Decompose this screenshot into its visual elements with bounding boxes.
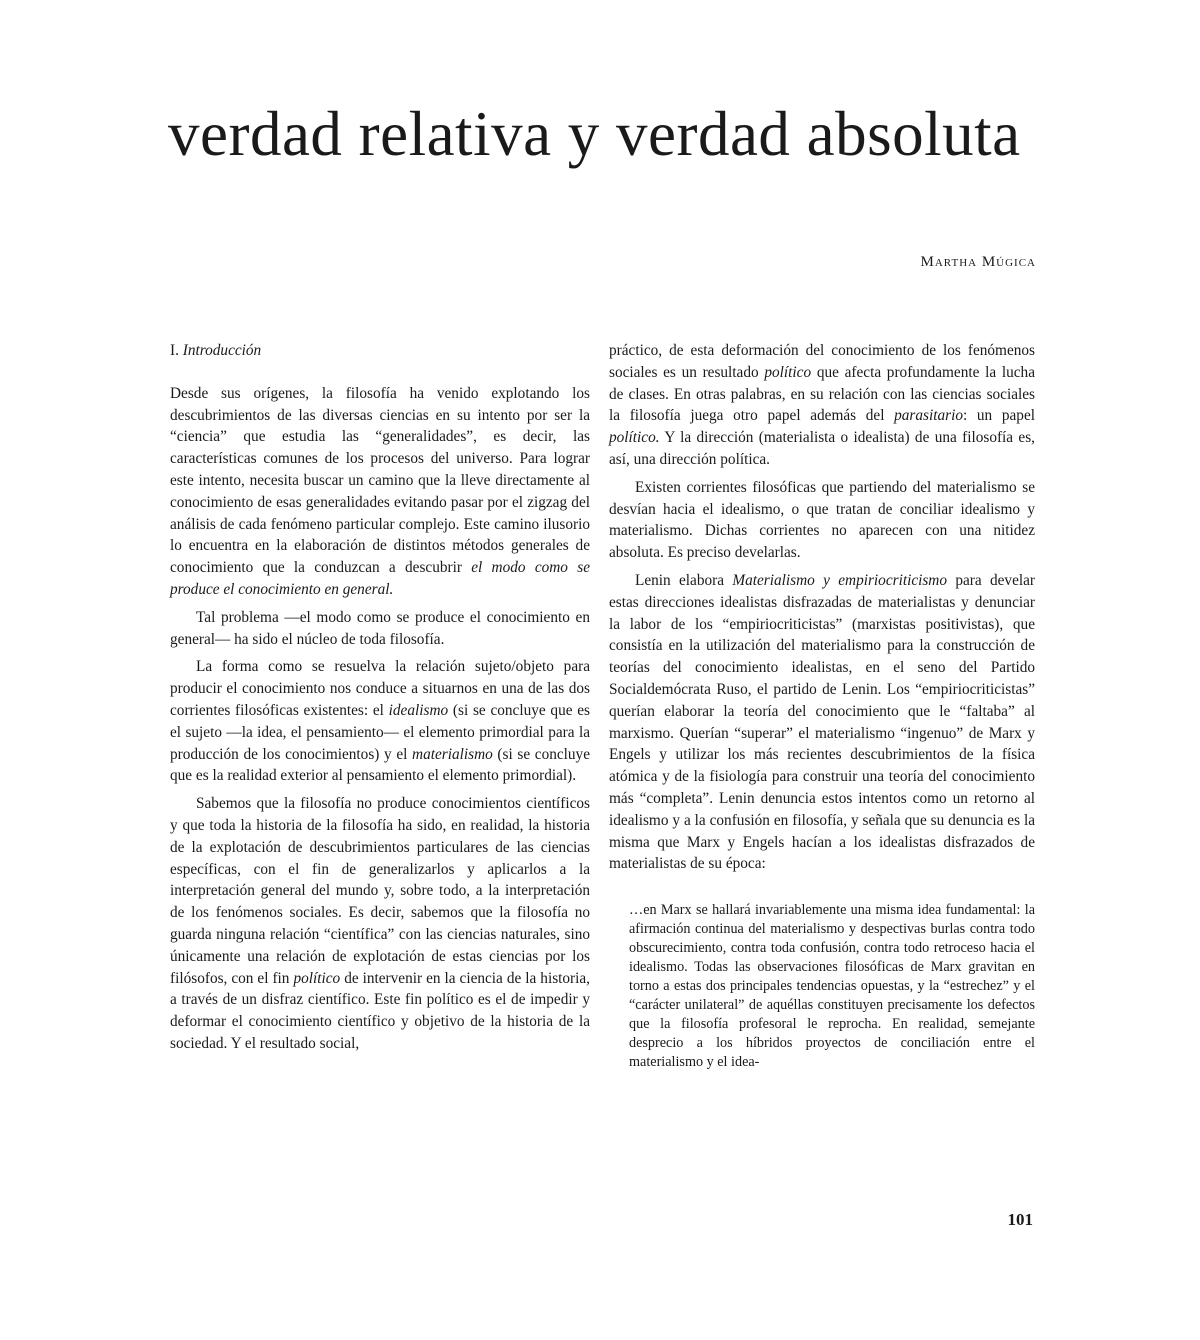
left-column [170, 340, 590, 1055]
section-number: I. [170, 342, 179, 359]
paragraph: Sabemos que la filosofía no produce conocimientos científicos y que toda la historia de la filosofía ha sido, en realidad, la historia de la explotación de descubrimientos particulares de las ciencias específicas, con el fin de generalizarlos y aplicarlos a la interpretación general del mundo y, sobre todo, a la interpretación de los fenómenos sociales. Es decir, sabemos que la filosofía no guarda ninguna relación “científica” con las ciencias naturales, sino únicamente una relación de explotación de estas ciencias por los filósofos, con el fin político de intervenir en la ciencia de la historia, a través de un disfraz científico. Este fin político es el de impedir y deformar el conocimiento científico y objetivo de la historia de la sociedad. Y el resultado social, [170, 795, 590, 1052]
paragraph: Tal problema —el modo como se produce el conocimiento en general— ha sido el núcleo de toda filosofía. [170, 608, 590, 648]
paragraph: Existen corrientes filosóficas que partiendo del materialismo se desvían hacia el idealismo, o que tratan de conciliar idealismo y materialismo. Dichas corrientes no aparecen con una nitidez absoluta. Es preciso develarlas. [609, 478, 1035, 562]
right-column [609, 340, 1035, 1072]
section-heading [170, 340, 590, 362]
section-title: Introducción [182, 342, 262, 359]
paragraph: Desde sus orígenes, la filosofía ha venido explotando los descubrimientos de las diversas ciencias en su intento por ser la “ciencia” que estudia las “generalidades”, es decir, las características comunes de los procesos del universo. Para lograr este intento, necesita buscar un camino que la lleve directamente al conocimiento de esas generalidades evitando pasar por el zigzag del análisis de cada fenómeno particular complejo. Este camino ilusorio lo encuentra en la elaboración de distintos métodos generales de conocimiento que la conduzcan a descubrir el modo como se produce el conocimiento en general. [170, 384, 590, 598]
paragraph: práctico, de esta deformación del conocimiento de los fenómenos sociales es un resultado político que afecta profundamente la lucha de clases. En otras palabras, en su relación con las ciencias sociales la filosofía juega otro papel además del parasitario: un papel político. Y la dirección (materialista o idealista) de una filosofía es, así, una dirección política. [609, 342, 1035, 468]
page-number: 101 [1007, 1210, 1033, 1229]
paragraph: La forma como se resuelva la relación sujeto/objeto para producir el conocimiento nos conduce a situarnos en una de las dos corrientes filosóficas existentes: el idealismo (si se concluye que es el sujeto —la idea, el pensamiento— el elemento primordial para la producción de los conocimientos) y el materialismo (si se concluye que es la realidad exterior al pensamiento el elemento primordial). [170, 658, 591, 785]
author-name: Martha Múgica [920, 254, 1036, 270]
block-quote: …en Marx se hallará invariablemente una misma idea fundamental: la afirmación continua del materialismo y despectivas burlas contra todo obscurecimiento, contra toda confusión, contra todo retroceso hacia el idealismo. Todas las observaciones filosóficas de Marx gravitan en torno a estas dos principales tendencias opuestas, y la “estrechez” y el “carácter unilateral” de aquéllas constituyen precisamente los defectos que la filosofía profesoral le reprocha. En realidad, semejante desprecio a los híbridos proyectos de conciliación entre el materialismo y el idea- [629, 902, 1035, 1071]
paragraph: Lenin elabora Materialismo y empiriocriticismo para develar estas direcciones idealistas disfrazadas de materialistas y denunciar la labor de los “empiriocriticistas” (marxistas positivistas), que consistía en la utilización del materialismo para la construcción de teorías del conocimiento idealistas, en el seno del Partido Socialdemócrata Ruso, el partido de Lenin. Los “empiriocriticistas” querían elaborar la teoría del conocimiento que le “faltaba” al marxismo. Querían “superar” el materialismo “ingenuo” de Marx y Engels y utilizar los más recientes descubrimientos de la física atómica y de la fisiología para construir una teoría del conocimiento más “completa”. Lenin denuncia estos intentos como un retorno al idealismo y a la confusión en filosofía, y señala que su denuncia es la misma que Marx y Engels hacían a los idealistas disfrazados de materialistas de su época: [609, 571, 1036, 873]
article-title: verdad relativa y verdad absoluta [168, 99, 1021, 169]
